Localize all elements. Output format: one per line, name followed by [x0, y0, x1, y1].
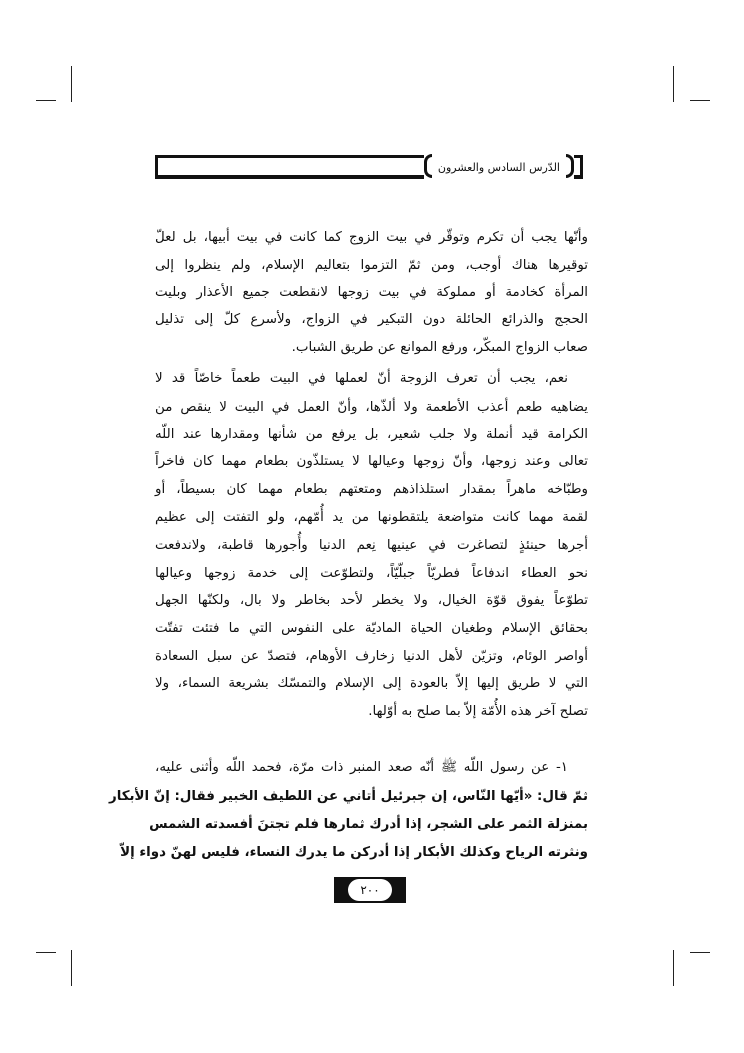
text-line: صعاب الزواج المبكّر، ورفع الموانع عن طريق الشباب. [291, 340, 588, 355]
bracket-left [424, 154, 432, 178]
text-line: الكرامة قيد أنملة ولا جلب شعير، بل يرفع من شأنها ومقدارها عند اللّه [155, 427, 588, 442]
crop-mark [673, 66, 674, 102]
text-line: ونثرته الرياح وكذلك الأبكار إذا أدركن ما يدرك النساء، فليس لهنّ دواء إلاّ [120, 845, 588, 860]
text-line: وأنّها يجب أن تكرم وتوقّر في بيت الزوج كما كانت في بيت أبيها، بل لعلّ [155, 230, 588, 245]
running-header [155, 155, 583, 179]
text-line: التي لا طريق إليها إلاّ بالعودة إلى الإسلام والتمسّك بشريعة السماء، ولا [155, 676, 588, 691]
page-number-box [334, 877, 406, 903]
text-line: توقيرها هناك أوجب، ومن ثمّ التزموا بتعاليم الإسلام، ولم ينظروا إلى [155, 258, 588, 273]
text-line: ثمّ قال: «أيّها النّاس، إن جبرئيل أتاني عن اللطيف الخبير فقال: إنّ الأبكار [109, 789, 588, 804]
crop-mark [673, 950, 674, 986]
text-line: تطوّعاً يفوق قوّة الخيال، ولا يخطر لأحد بخاطر ولا بال، ولكنّها الجهل [155, 593, 588, 608]
text-line: نعم، يجب أن تعرف الزوجة أنّ لعملها في البيت طعماً خاصّاً قد لا [155, 371, 568, 386]
crop-mark [690, 952, 710, 953]
crop-mark [71, 950, 72, 986]
text-line: وطبّاخه ماهراً بمقدار استلذاذهم ومتعتهم بطعام مهما كان بسيطاً، أو [155, 482, 588, 497]
page-number: ٢٠٠ [348, 879, 392, 901]
crop-mark [36, 952, 56, 953]
text-line: أجرها حينئذٍ لتصاغرت في عينيها نِعم الدنيا وأُجورها قاطبة، ولاندفعت [155, 538, 588, 553]
text-line: المرأة كخادمة أو مملوكة في بيت زوجها لانقطعت جميع الأعذار وبليت [155, 285, 588, 300]
text-line: بمنزلة الثمر على الشجر، إذا أدرك ثمارها فلم تجتنَ أفسدته الشمس [149, 817, 588, 832]
bracket-right [566, 154, 574, 178]
text-line: تعالى وعند زوجها، وأنّ زوجها وعيالها لا يستلذّون بطعام مهما كان فاخراً [155, 454, 588, 469]
text-line: بحقائق الإسلام وطغيان الحياة الماديّة على النفوس التي ما فتئت تفتّت [155, 621, 588, 636]
text-line: الحجج والذرائع الحائلة دون التبكير في الزواج، ولأسرع كلّ إلى تذليل [155, 312, 588, 327]
text-line: لقمة مهما كانت متواضعة يلتقطونها من يد أُمّهم، ولو التفتت إلى عظيم [155, 510, 588, 525]
text-line: تصلح آخر هذه الأُمّة إلاّ بما صلح به أوّلها. [368, 704, 588, 719]
crop-mark [71, 66, 72, 102]
text-line: يضاهيه طعم أعذب الأطعمة ولا ألذّها، وأنّ العمل في البيت لا ينقص من [155, 400, 588, 415]
header-title-box [424, 154, 574, 182]
crop-mark [690, 100, 710, 101]
text-line: أواصر الوئام، وتزيّن لأهل الدنيا زخارف الأوهام، فتصدّ عن سبل السعادة [155, 649, 588, 664]
text-line: نحو العطاء اندفاعاً فطريّاً جبلّيّاً، ولتطوّعت إلى خدمة زوجها وعيالها [155, 566, 588, 581]
text-line: ١- عن رسول اللّه ﷺ أنّه صعد المنبر ذات مرّة، فحمد اللّه وأثنى عليه، [155, 760, 568, 775]
header-title: الدّرس السادس والعشرون [437, 161, 560, 174]
crop-mark [36, 100, 56, 101]
